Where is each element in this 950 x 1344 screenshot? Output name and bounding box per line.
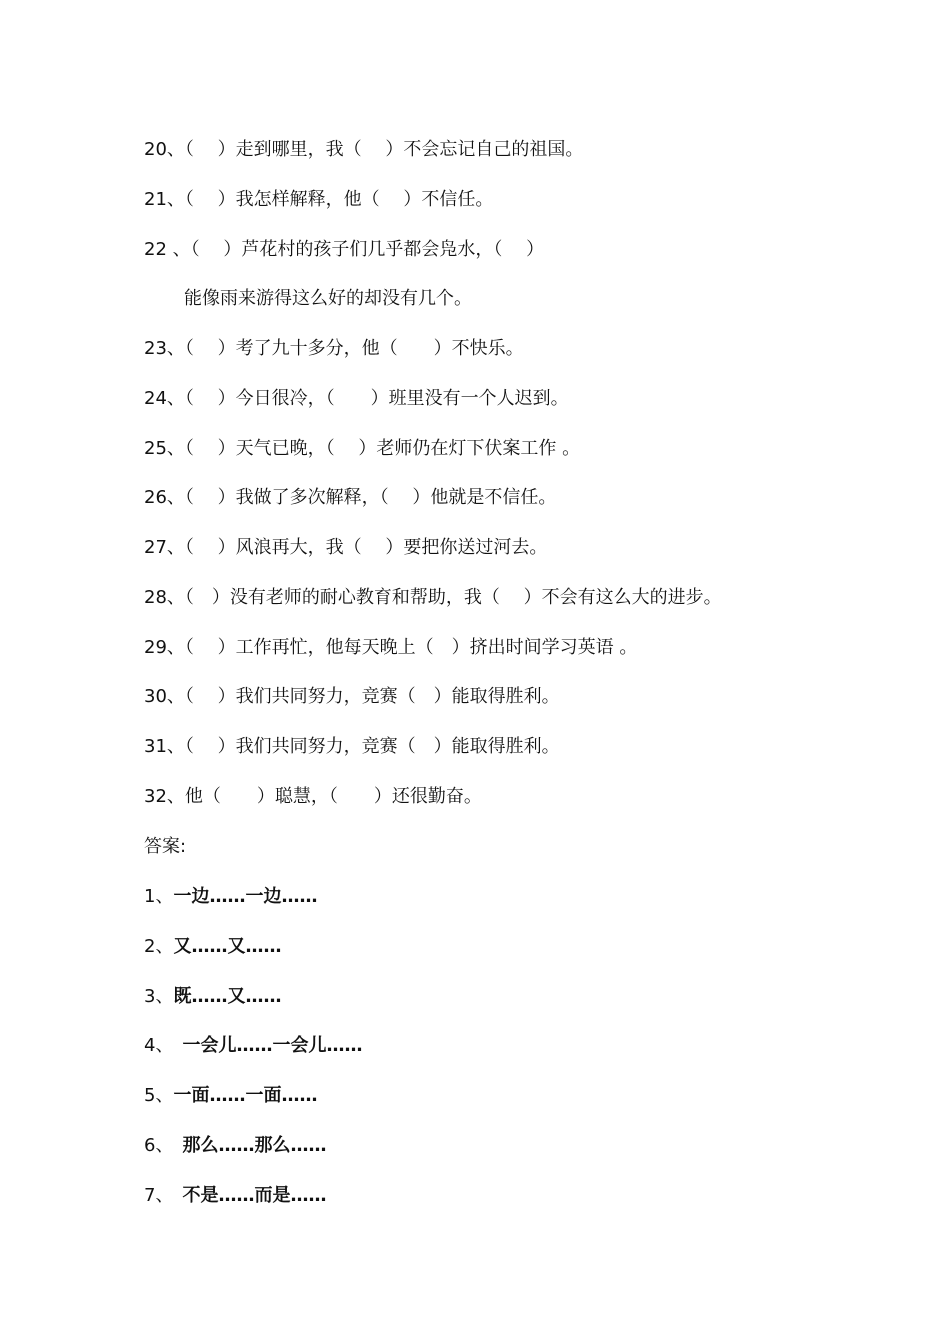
question-29: 29、（ ）工作再忙，他每天晚上（ ）挤出时间学习英语 。	[144, 637, 638, 658]
answer-text: 那么……那么……	[182, 1135, 327, 1156]
answer-number: 6、	[144, 1135, 183, 1156]
question-23: 23、（ ）考了九十多分，他（ ）不快乐。	[144, 338, 524, 359]
question-28: 28、（ ）没有老师的耐心教育和帮助，我（ ）不会有这么大的进步。	[144, 587, 722, 608]
answer-6	[144, 1134, 326, 1158]
question-22-continued: 能像雨来游得这么好的却没有几个。	[184, 288, 472, 309]
answer-1	[144, 885, 317, 909]
answers-heading: 答案:	[144, 836, 187, 857]
answer-text: 既……又……	[173, 986, 282, 1007]
question-30: 30、（ ）我们共同努力，竞赛（ ）能取得胜利。	[144, 686, 560, 707]
answer-text: 一边……一边……	[173, 886, 318, 907]
question-27: 27、（ ）风浪再大，我（ ）要把你送过河去。	[144, 537, 548, 558]
answer-text: 不是……而是……	[182, 1185, 327, 1206]
answer-number: 2、	[144, 936, 174, 957]
question-20: 20、（ ）走到哪里，我（ ）不会忘记自己的祖国。	[144, 139, 584, 160]
answer-7	[144, 1184, 326, 1208]
question-22: 22 、（ ）芦花村的孩子们几乎都会凫水，（ ）	[144, 239, 545, 260]
answer-2	[144, 935, 281, 959]
answer-number: 3、	[144, 986, 174, 1007]
answer-number: 5、	[144, 1085, 174, 1106]
answer-5	[144, 1084, 317, 1108]
answer-number: 4、	[144, 1035, 183, 1056]
answer-text: 一会儿……一会儿……	[182, 1035, 363, 1056]
question-25: 25、（ ）天气已晚，（ ）老师仍在灯下伏案工作 。	[144, 438, 581, 459]
question-26: 26、（ ）我做了多次解释，（ ）他就是不信任。	[144, 487, 557, 508]
question-24: 24、（ ）今日很冷，（ ）班里没有一个人迟到。	[144, 388, 569, 409]
answer-number: 7、	[144, 1185, 183, 1206]
answer-4	[144, 1034, 362, 1058]
question-32: 32、他（ ）聪慧，（ ）还很勤奋。	[144, 786, 482, 807]
answer-text: 又……又……	[173, 936, 282, 957]
answer-number: 1、	[144, 886, 174, 907]
answer-3	[144, 985, 281, 1009]
question-21: 21、（ ）我怎样解释，他（ ）不信任。	[144, 189, 494, 210]
question-31: 31、（ ）我们共同努力，竞赛（ ）能取得胜利。	[144, 736, 560, 757]
answer-text: 一面……一面……	[173, 1085, 318, 1106]
